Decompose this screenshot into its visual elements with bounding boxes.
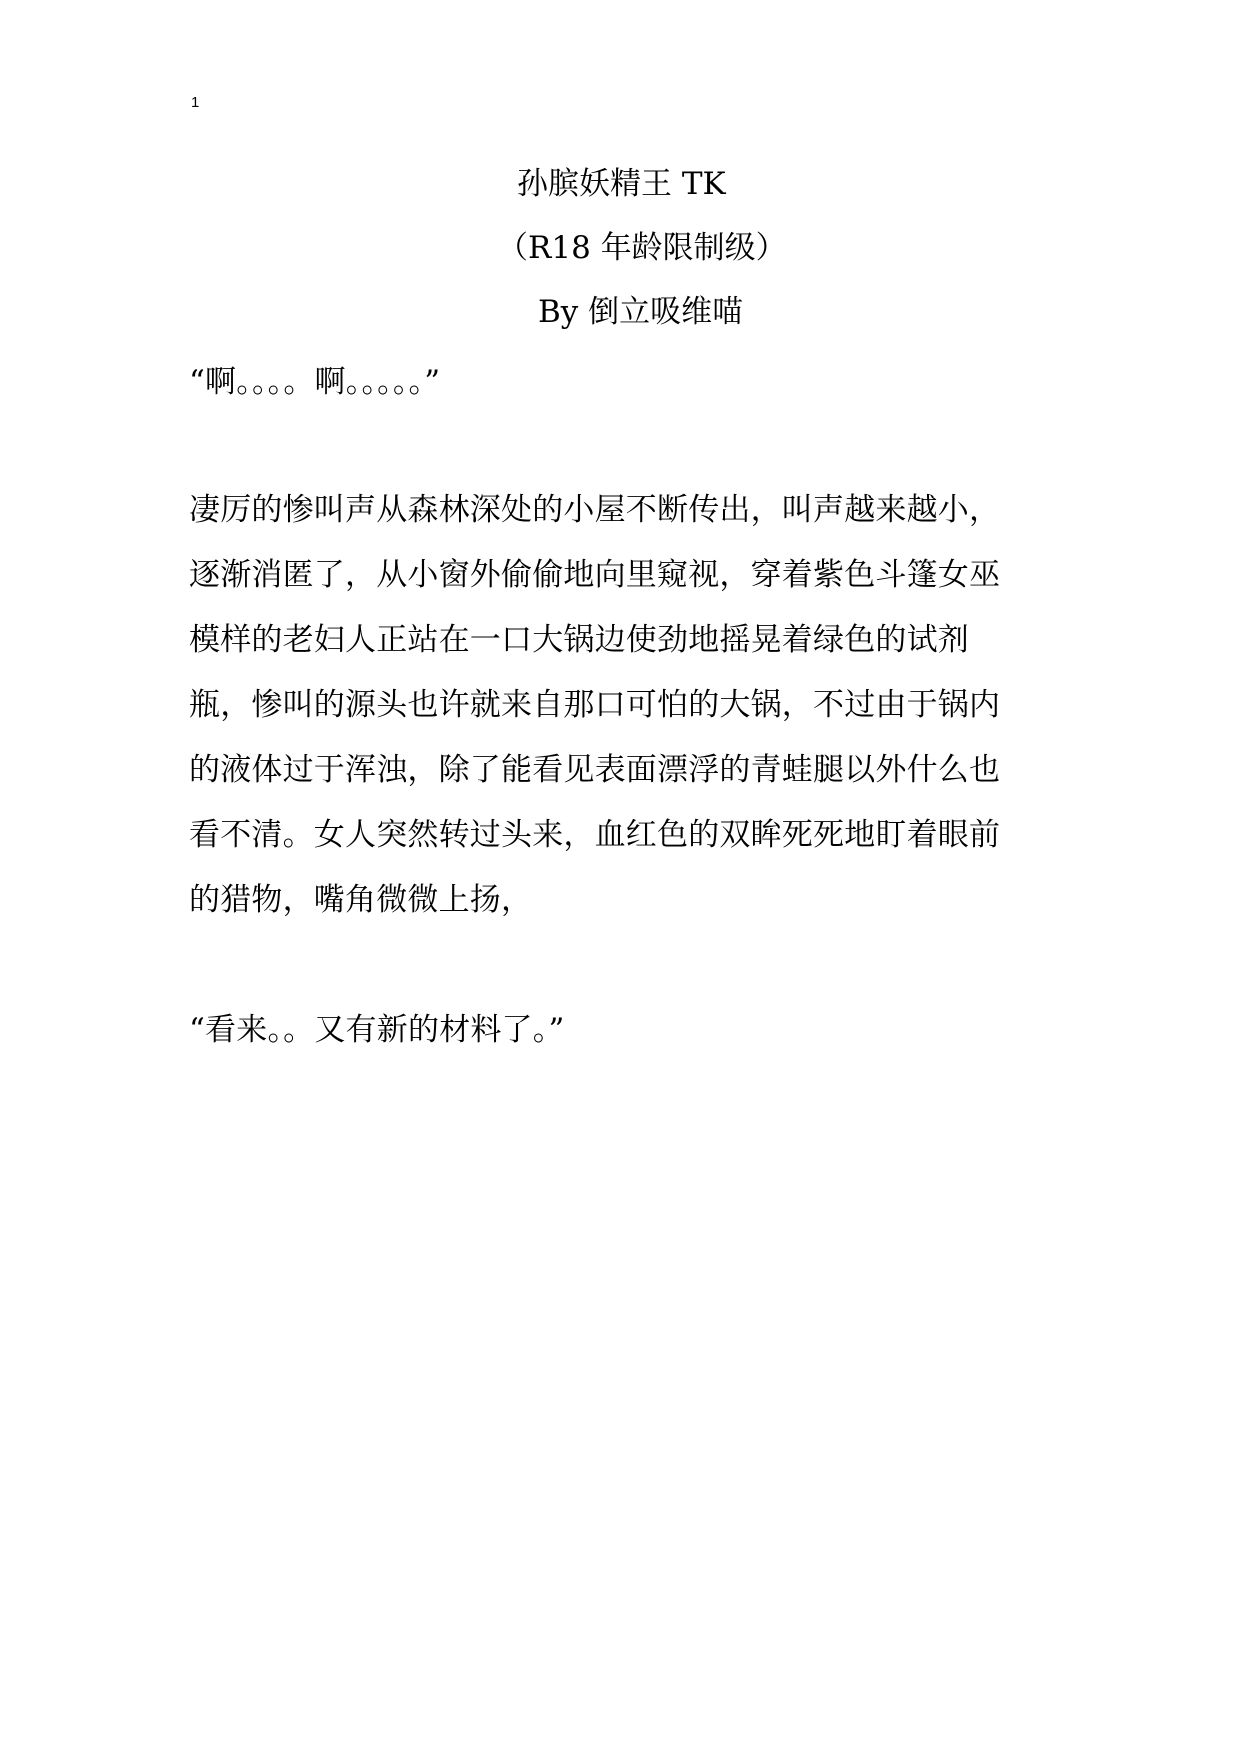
- page-number: 1: [191, 94, 200, 111]
- author-line: By 倒立吸维喵: [538, 294, 744, 330]
- age-rating: （R18 年龄限制级）: [497, 230, 787, 266]
- paragraph-line: 的液体过于浑浊，除了能看见表面漂浮的青蛙腿以外什么也: [189, 752, 1001, 788]
- paragraph-line: 看不清。女人突然转过头来，血红色的双眸死死地盯着眼前: [189, 817, 1001, 853]
- dialogue-line: “啊。。。。啊。。。。。”: [189, 364, 441, 400]
- paragraph-line: 瓶，惨叫的源头也许就来自那口可怕的大锅，不过由于锅内: [189, 687, 1001, 723]
- paragraph-line: 的猎物，嘴角微微上扬，: [189, 882, 533, 918]
- paragraph-line: 模样的老妇人正站在一口大锅边使劲地摇晃着绿色的试剂: [189, 622, 969, 658]
- document-title: 孙膑妖精王 TK: [517, 166, 726, 202]
- paragraph-line: 逐渐消匿了，从小窗外偷偷地向里窥视，穿着紫色斗篷女巫: [189, 557, 1001, 593]
- paragraph-line: 凄厉的惨叫声从森林深处的小屋不断传出，叫声越来越小，: [189, 492, 1001, 528]
- dialogue-line: “看来。。又有新的材料了。”: [189, 1012, 565, 1048]
